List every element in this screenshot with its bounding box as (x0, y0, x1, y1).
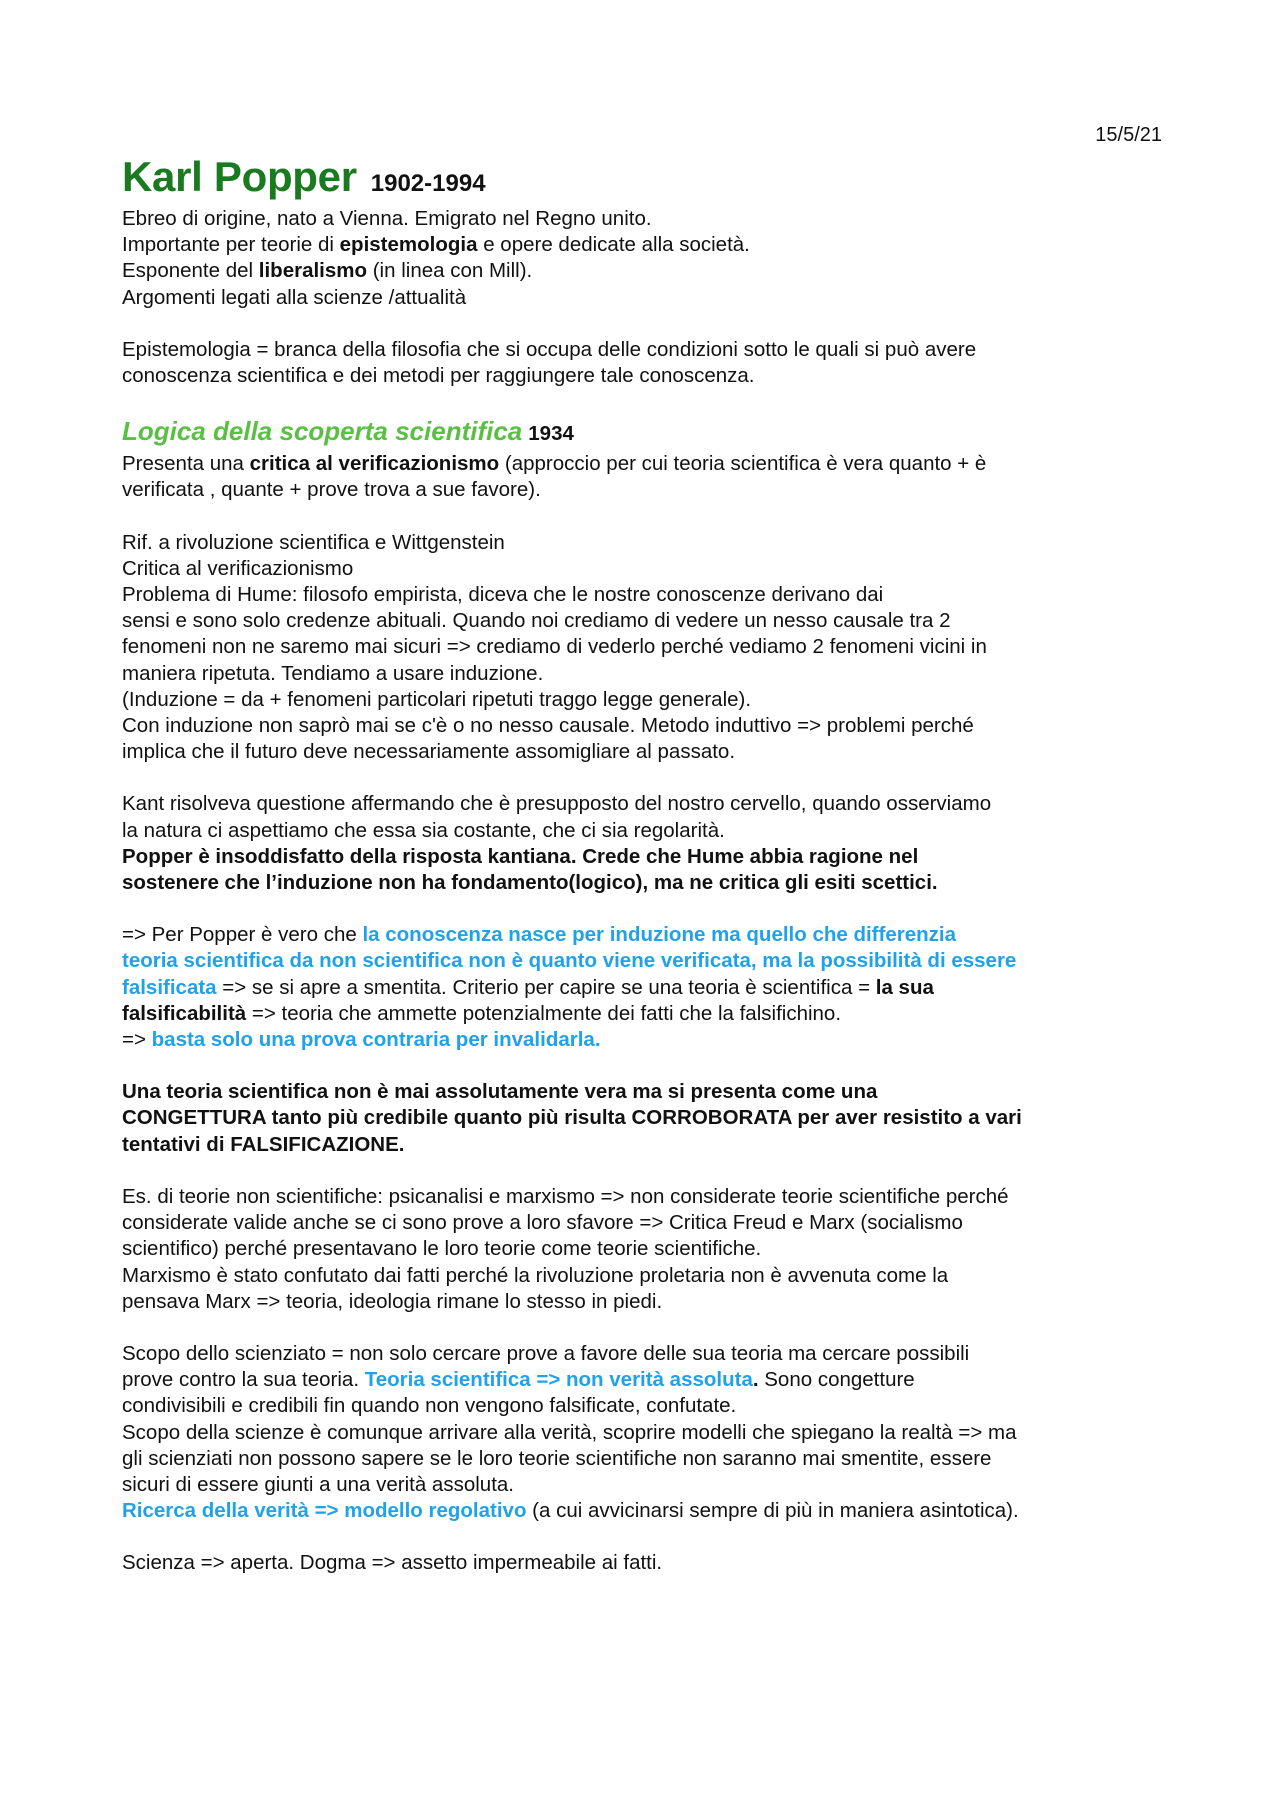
intro-block (122, 206, 1172, 311)
text-line (122, 975, 1172, 1001)
blue-highlight: falsificata (122, 975, 217, 999)
bold-line (122, 1105, 1172, 1131)
bold-term: . (752, 1368, 759, 1392)
spacer (122, 1315, 1172, 1341)
text-span: (a cui avvicinarsi sempre di più in maniera asintotica). (526, 1499, 1019, 1523)
popper-paragraph (122, 922, 1172, 1053)
text-line (122, 922, 1172, 948)
text-span: => se si apre a smentita. Criterio per capire se una teoria è scientifica = (216, 975, 876, 999)
text-span: Esponente del (122, 259, 259, 283)
spacer (122, 1053, 1172, 1079)
text-span: prove contro la sua teoria. (122, 1368, 365, 1392)
text-line: Critica al verificazionismo (122, 556, 354, 580)
text-span: Presenta una (122, 452, 250, 476)
text-span: (approccio per cui teoria scientifica è vera quanto + è (499, 452, 987, 476)
bold-line (122, 870, 1172, 896)
text-line (122, 948, 1172, 974)
blue-highlight: teoria scientifica da non scientifica non è quanto viene verificata, ma la possibilità di essere (122, 949, 1017, 973)
section-title (122, 413, 1172, 451)
bold-text: tentativi di FALSIFICAZIONE. (122, 1132, 405, 1156)
bold-text: Popper è insoddisfatto della risposta kantiana. Crede che Hume abbia ragione nel (122, 844, 919, 868)
text-line: Rif. a rivoluzione scientifica e Wittgenstein (122, 530, 505, 554)
text-line: Epistemologia = branca della filosofia che si occupa delle condizioni sotto le quali si può avere (122, 337, 977, 361)
bold-term: falsificabilità (122, 1001, 247, 1025)
bold-line (122, 844, 1172, 870)
text-span: e opere dedicate alla società. (477, 233, 750, 257)
bold-text: CONGETTURA tanto più credibile quanto più risulta CORROBORATA per aver resistito a vari (122, 1106, 1022, 1130)
text-span: (in linea con Mill). (367, 259, 533, 283)
text-line: Scopo dello scienziato = non solo cercare prove a favore delle sua teoria ma cercare possibili (122, 1341, 970, 1365)
text-line: maniera ripetuta. Tendiamo a usare induzione. (122, 661, 544, 685)
esempi-paragraph (122, 1184, 1172, 1315)
text-line: scientifico) perché presentavano le loro teorie come teorie scientifiche. (122, 1237, 762, 1261)
bold-line (122, 1132, 1172, 1158)
text-line: gli scienziati non possono sapere se le loro teorie scientifiche non saranno mai smentite, essere (122, 1446, 992, 1470)
text-line (122, 1367, 1172, 1393)
text-line: la natura ci aspettiamo che essa sia costante, che ci sia regolarità. (122, 818, 725, 842)
title-name: Karl Popper (122, 153, 357, 200)
text-line: Es. di teorie non scientifiche: psicanalisi e marxismo => non considerate teorie scientifiche perché (122, 1184, 1009, 1208)
bold-text: sostenere che l’induzione non ha fondamento(logico), ma ne critica gli esiti scettici. (122, 871, 938, 895)
section-title-text: Logica della scoperta scientifica (122, 416, 523, 447)
text-line: Kant risolveva questione affermando che è presupposto del nostro cervello, quando osserviamo (122, 792, 992, 816)
spacer (122, 504, 1172, 530)
text-span: Importante per teorie di (122, 233, 340, 257)
text-span: Sono congetture (758, 1368, 915, 1392)
text-line: sensi e sono solo credenze abituali. Quando noi crediamo di vedere un nesso causale tra 2 (122, 609, 951, 633)
title-years: 1902-1994 (370, 170, 486, 197)
text-line: condivisibili e credibili fin quando non vengono falsificate, confutate. (122, 1394, 737, 1418)
text-line: Problema di Hume: filosofo empirista, diceva che le nostre conoscenze derivano dai (122, 583, 884, 607)
blue-highlight: la conoscenza nasce per induzione ma quello che differenzia (362, 923, 956, 947)
blue-highlight: Ricerca della verità => modello regolativo (122, 1499, 527, 1523)
bold-term: liberalismo (258, 259, 368, 283)
intro-line (122, 258, 1172, 284)
text-line: considerate valide anche se ci sono prove a loro sfavore => Critica Freud e Marx (socialismo (122, 1211, 963, 1235)
intro-line (122, 232, 1172, 258)
text-line (122, 1027, 1172, 1053)
text-span: => teoria che ammette potenzialmente dei fatti che la falsifichino. (246, 1001, 842, 1025)
bold-text: Una teoria scientifica non è mai assolutamente vera ma si presenta come una (122, 1080, 878, 1104)
bold-term: la sua (875, 975, 934, 999)
text-line: Scopo della scienze è comunque arrivare alla verità, scoprire modelli che spiegano la realtà => ma (122, 1420, 1017, 1444)
section-intro (122, 451, 1172, 503)
text-line (122, 1498, 1172, 1524)
text-line: verificata , quante + prove trova a sue favore). (122, 478, 541, 502)
text-line: (Induzione = da + fenomeni particolari ripetuti traggo legge generale). (122, 687, 752, 711)
kant-paragraph (122, 791, 1172, 896)
congettura-paragraph (122, 1079, 1172, 1158)
spacer (122, 389, 1172, 413)
section-year: 1934 (528, 422, 574, 446)
scopo-paragraph (122, 1341, 1172, 1524)
text-line: Con induzione non saprò mai se c'è o no nesso causale. Metodo induttivo => problemi perché (122, 714, 974, 738)
bold-term: epistemologia (339, 233, 478, 257)
bold-term: critica al verificazionismo (249, 452, 500, 476)
text-line (122, 1001, 1172, 1027)
spacer (122, 1524, 1172, 1550)
text-span: => Per Popper è vero che (122, 923, 363, 947)
final-line: Scienza => aperta. Dogma => assetto impermeabile ai fatti. (122, 1551, 663, 1575)
text-line: conoscenza scientifica e dei metodi per raggiungere tale conoscenza. (122, 364, 755, 388)
blue-highlight: Teoria scientifica => non verità assoluta (364, 1368, 753, 1392)
intro-line: Ebreo di origine, nato a Vienna. Emigrato nel Regno unito. (122, 207, 652, 230)
blue-highlight: basta solo una prova contraria per invalidarla. (151, 1028, 601, 1052)
spacer (122, 1158, 1172, 1184)
text-line: pensava Marx => teoria, ideologia rimane lo stesso in piedi. (122, 1289, 663, 1313)
spacer (122, 765, 1172, 791)
page-title (122, 148, 1172, 206)
spacer (122, 896, 1172, 922)
text-line (122, 451, 1172, 477)
text-line: sicuri di essere giunti a una verità assoluta. (122, 1472, 514, 1496)
text-line: implica che il futuro deve necessariamente assomigliare al passato. (122, 740, 736, 764)
hume-paragraph (122, 530, 1172, 766)
bold-line (122, 1079, 1172, 1105)
text-span: => (122, 1028, 152, 1052)
text-line: fenomeni non ne saremo mai sicuri => crediamo di vederlo perché vediamo 2 fenomeni vicini in (122, 635, 987, 659)
text-line: Marxismo è stato confutato dai fatti perché la rivoluzione proletaria non è avvenuta come la (122, 1263, 949, 1287)
intro-line: Argomenti legati alla scienze /attualità (122, 285, 467, 309)
epistemologia-definition (122, 337, 1172, 389)
date: 15/5/21 (1095, 124, 1162, 146)
document-content (122, 148, 1172, 1577)
spacer (122, 311, 1172, 337)
